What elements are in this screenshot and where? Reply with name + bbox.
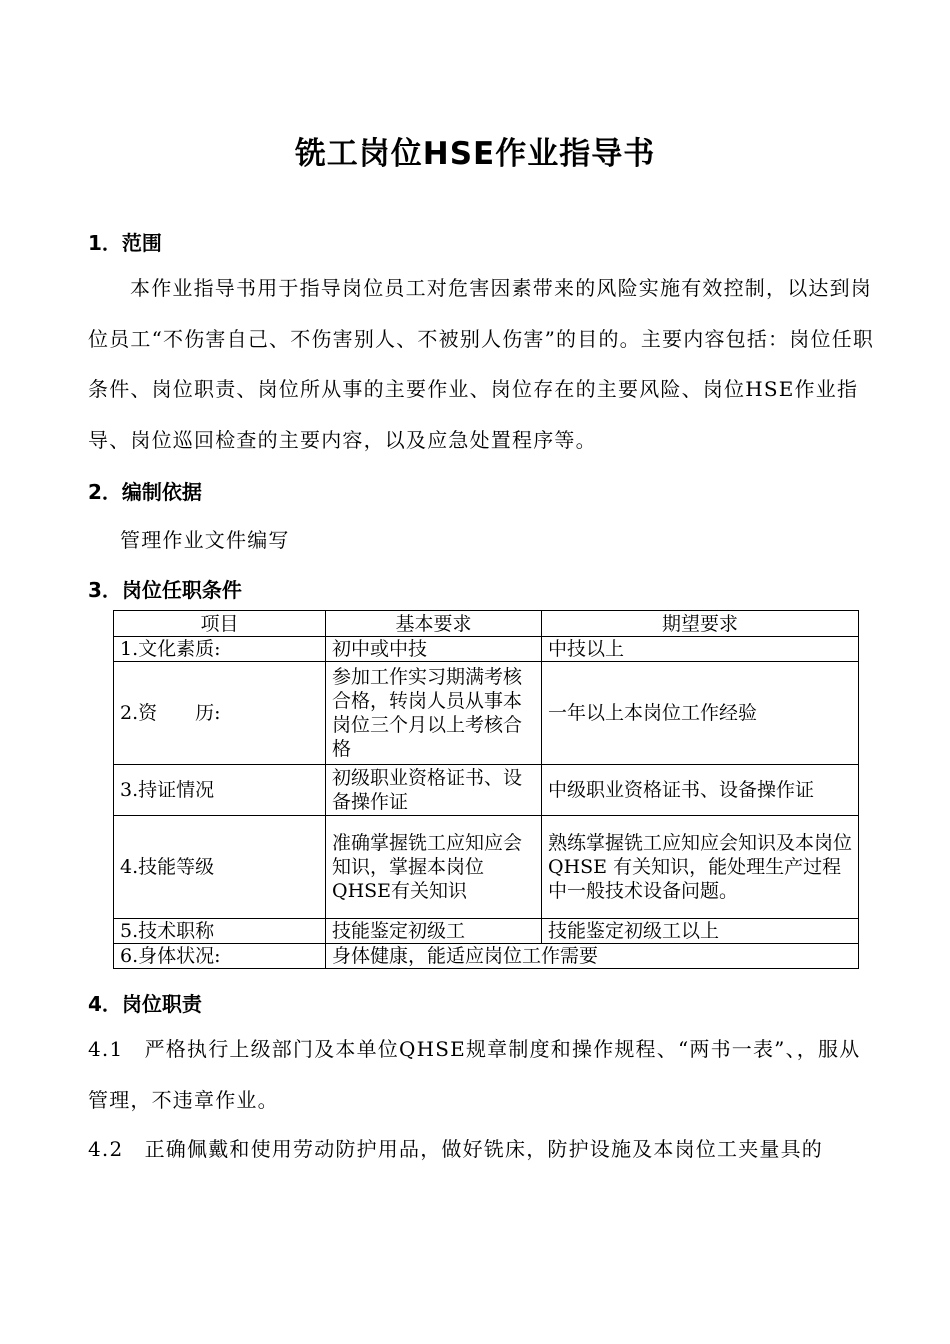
qualification-table	[113, 610, 859, 969]
table-row	[114, 919, 859, 944]
table-cell: 5.技术职称	[114, 919, 326, 944]
table-row	[114, 944, 859, 969]
table-row	[114, 662, 859, 765]
table-row	[114, 816, 859, 919]
section-1-body: 本作业指导书用于指导岗位员工对危害因素带来的风险实施有效控制，以达到岗位员工“不伤害自己、不伤害别人、不被别人伤害”的目的。主要内容包括：岗位任职条件、岗位职责、岗位所从事的主要作业、岗位存在的主要风险、岗位HSE作业指导、岗位巡回检查的主要内容，以及应急处置程序等。	[88, 276, 875, 452]
table-cell: 6.身体状况:	[114, 944, 326, 969]
table-cell: 中级职业资格证书、设备操作证	[542, 765, 859, 816]
table-header-cell: 项目	[114, 611, 326, 637]
table-cell: 熟练掌握铣工应知应会知识及本岗位 QHSE 有关知识，能处理生产过程中一般技术设备问题。	[542, 816, 859, 919]
table-cell: 准确掌握铣工应知应会知识，掌握本岗位QHSE有关知识	[326, 816, 542, 919]
table-cell: 4.技能等级	[114, 816, 326, 919]
table-cell: 初中或中技	[326, 637, 542, 662]
table-header-cell: 期望要求	[542, 611, 859, 637]
table-cell: 初级职业资格证书、设备操作证	[326, 765, 542, 816]
section-3-heading: 3．岗位任职条件	[88, 578, 242, 602]
table-row	[114, 765, 859, 816]
table-row	[114, 637, 859, 662]
section-1-heading: 1．范围	[88, 231, 162, 255]
table-cell: 中技以上	[542, 637, 859, 662]
table-cell: 1.文化素质:	[114, 637, 326, 662]
duty-item: 4.2 正确佩戴和使用劳动防护用品，做好铣床，防护设施及本岗位工夹量具的	[88, 1137, 824, 1161]
section-4-heading: 4．岗位职责	[88, 992, 202, 1016]
table-header-cell: 基本要求	[326, 611, 542, 637]
section-2-heading: 2．编制依据	[88, 480, 202, 504]
table-header-row	[114, 611, 859, 637]
table-cell: 身体健康，能适应岗位工作需要	[326, 944, 859, 969]
table-cell: 3.持证情况	[114, 765, 326, 816]
table-cell: 技能鉴定初级工	[326, 919, 542, 944]
section-2-body: 管理作业文件编写	[120, 528, 290, 552]
document-title: 铣工岗位HSE作业指导书	[294, 136, 656, 172]
table-cell: 2.资 历:	[114, 662, 326, 765]
table-cell: 一年以上本岗位工作经验	[542, 662, 859, 765]
duty-item: 4.1 严格执行上级部门及本单位QHSE规章制度和操作规程、“两书一表”、，服从管理，不违章作业。	[88, 1037, 861, 1112]
table-cell: 参加工作实习期满考核合格，转岗人员从事本岗位三个月以上考核合格	[326, 662, 542, 765]
table-cell: 技能鉴定初级工以上	[542, 919, 859, 944]
